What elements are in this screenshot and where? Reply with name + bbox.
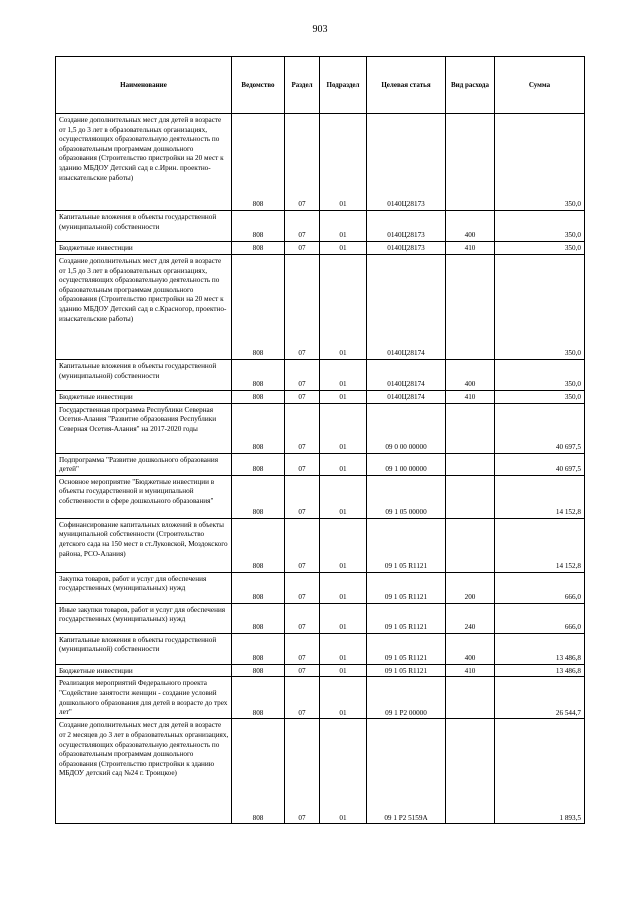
cell-expense-type (446, 114, 495, 211)
cell-name: Основное мероприятие "Бюджетные инвестиции в объекты государственной и муниципальной собственности в сфере дошкольного образования" (56, 475, 232, 518)
cell-expense-type: 410 (446, 664, 495, 677)
cell-name: Капитальные вложения в объекты государственной (муниципальной) собственности (56, 211, 232, 242)
cell-expense-type: 240 (446, 603, 495, 633)
cell-target: 0140Ц28174 (367, 391, 446, 404)
cell-subsection: 01 (320, 391, 367, 404)
cell-expense-type: 400 (446, 360, 495, 391)
cell-name: Бюджетные инвестиции (56, 391, 232, 404)
cell-amount: 350,0 (495, 360, 585, 391)
cell-section: 07 (285, 633, 320, 664)
cell-amount: 14 152,8 (495, 518, 585, 572)
cell-subsection: 01 (320, 603, 367, 633)
cell-department: 808 (232, 572, 285, 603)
cell-section: 07 (285, 391, 320, 404)
table-row (56, 518, 585, 572)
cell-name: Бюджетные инвестиции (56, 242, 232, 255)
cell-expense-type (446, 403, 495, 453)
column-header-section: Раздел (285, 57, 320, 114)
cell-amount: 666,0 (495, 603, 585, 633)
cell-subsection: 01 (320, 360, 367, 391)
cell-target: 09 0 00 00000 (367, 403, 446, 453)
cell-section: 07 (285, 453, 320, 475)
cell-subsection: 01 (320, 664, 367, 677)
cell-subsection: 01 (320, 677, 367, 719)
cell-target: 09 1 05 R1121 (367, 664, 446, 677)
cell-subsection: 01 (320, 572, 367, 603)
cell-expense-type (446, 518, 495, 572)
cell-target: 09 1 05 R1121 (367, 603, 446, 633)
cell-section: 07 (285, 518, 320, 572)
cell-expense-type: 410 (446, 391, 495, 404)
cell-section: 07 (285, 211, 320, 242)
cell-department: 808 (232, 403, 285, 453)
table-row (56, 211, 585, 242)
cell-amount: 350,0 (495, 391, 585, 404)
cell-section: 07 (285, 664, 320, 677)
cell-amount: 26 544,7 (495, 677, 585, 719)
column-header-target: Целевая статья (367, 57, 446, 114)
cell-section: 07 (285, 255, 320, 360)
cell-amount: 350,0 (495, 255, 585, 360)
cell-expense-type: 410 (446, 242, 495, 255)
cell-department: 808 (232, 211, 285, 242)
cell-target: 0140Ц28174 (367, 360, 446, 391)
cell-department: 808 (232, 391, 285, 404)
cell-department: 808 (232, 603, 285, 633)
column-header-expense-type: Вид расхода (446, 57, 495, 114)
table-row (56, 664, 585, 677)
cell-target: 09 1 00 00000 (367, 453, 446, 475)
cell-expense-type: 400 (446, 633, 495, 664)
table-row (56, 633, 585, 664)
cell-section: 07 (285, 475, 320, 518)
table-row (56, 677, 585, 719)
cell-subsection: 01 (320, 719, 367, 824)
cell-section: 07 (285, 572, 320, 603)
cell-amount: 350,0 (495, 211, 585, 242)
column-header-name: Наименование (56, 57, 232, 114)
cell-subsection: 01 (320, 453, 367, 475)
cell-section: 07 (285, 114, 320, 211)
cell-department: 808 (232, 475, 285, 518)
cell-target: 0140Ц28173 (367, 211, 446, 242)
cell-name: Капитальные вложения в объекты государственной (муниципальной) собственности (56, 360, 232, 391)
cell-subsection: 01 (320, 242, 367, 255)
cell-section: 07 (285, 360, 320, 391)
cell-target: 09 1 05 R1121 (367, 633, 446, 664)
cell-name: Капитальные вложения в объекты государственной (муниципальной) собственности (56, 633, 232, 664)
cell-expense-type (446, 475, 495, 518)
table-row (56, 719, 585, 824)
table-row (56, 255, 585, 360)
column-header-subsection: Подраздел (320, 57, 367, 114)
cell-department: 808 (232, 453, 285, 475)
cell-subsection: 01 (320, 403, 367, 453)
cell-department: 808 (232, 518, 285, 572)
table-row (56, 453, 585, 475)
cell-target: 09 1 05 R1121 (367, 572, 446, 603)
table-header (56, 57, 585, 114)
cell-expense-type (446, 719, 495, 824)
cell-expense-type (446, 255, 495, 360)
table-row (56, 360, 585, 391)
cell-department: 808 (232, 242, 285, 255)
cell-target: 0140Ц28173 (367, 114, 446, 211)
cell-amount: 40 697,5 (495, 453, 585, 475)
cell-target: 09 1 P2 00000 (367, 677, 446, 719)
cell-subsection: 01 (320, 518, 367, 572)
cell-section: 07 (285, 677, 320, 719)
cell-name: Подпрограмма "Развитие дошкольного образования детей" (56, 453, 232, 475)
cell-amount: 350,0 (495, 242, 585, 255)
cell-department: 808 (232, 719, 285, 824)
cell-amount: 1 893,5 (495, 719, 585, 824)
table-body (56, 114, 585, 824)
cell-department: 808 (232, 664, 285, 677)
cell-subsection: 01 (320, 114, 367, 211)
budget-table (55, 56, 585, 824)
table-row (56, 242, 585, 255)
cell-department: 808 (232, 255, 285, 360)
cell-amount: 350,0 (495, 114, 585, 211)
table-row (56, 572, 585, 603)
cell-amount: 14 152,8 (495, 475, 585, 518)
cell-subsection: 01 (320, 475, 367, 518)
cell-target: 0140Ц28173 (367, 242, 446, 255)
cell-name: Реализация мероприятий Федерального проекта "Содействие занятости женщин - создание условий дошкольного образования для детей в возрасте до трех лет" (56, 677, 232, 719)
cell-name: Закупка товаров, работ и услуг для обеспечения государственных (муниципальных) нужд (56, 572, 232, 603)
column-header-department: Ведомство (232, 57, 285, 114)
cell-target: 0140Ц28174 (367, 255, 446, 360)
cell-name: Бюджетные инвестиции (56, 664, 232, 677)
cell-department: 808 (232, 677, 285, 719)
cell-target: 09 1 05 R1121 (367, 518, 446, 572)
cell-expense-type: 400 (446, 211, 495, 242)
column-header-amount: Сумма (495, 57, 585, 114)
cell-amount: 13 486,8 (495, 633, 585, 664)
table-row (56, 603, 585, 633)
table-row (56, 391, 585, 404)
cell-name: Иные закупки товаров, работ и услуг для обеспечения государственных (муниципальных) нужд (56, 603, 232, 633)
cell-name: Создание дополнительных мест для детей в возрасте от 1,5 до 3 лет в образовательных организациях, осуществляющих образовательную деятельность по образовательным программам дошкольного образования (Строительство пристройки на 20 мест к зданию МБДОУ Детский сад в с.Ирин. проектно-изыскательские работы) (56, 114, 232, 211)
cell-name: Создание дополнительных мест для детей в возрасте от 1,5 до 3 лет в образовательных организациях, осуществляющих образовательную деятельность по образовательным программам дошкольного образования (Строительство пристройки на 20 мест к зданию МБДОУ Детский сад в с.Красногор, проектно-изыскательские работы) (56, 255, 232, 360)
cell-name: Софинансирование капитальных вложений в объекты муниципальной собственности (Строительство детского сада на 150 мест в ст.Луковской, Моздокского района, РСО-Алания) (56, 518, 232, 572)
cell-subsection: 01 (320, 255, 367, 360)
cell-section: 07 (285, 403, 320, 453)
cell-target: 09 1 05 00000 (367, 475, 446, 518)
cell-subsection: 01 (320, 211, 367, 242)
cell-amount: 13 486,8 (495, 664, 585, 677)
cell-department: 808 (232, 633, 285, 664)
cell-subsection: 01 (320, 633, 367, 664)
cell-expense-type (446, 453, 495, 475)
table-row (56, 403, 585, 453)
cell-expense-type (446, 677, 495, 719)
cell-name: Создание дополнительных мест для детей в возрасте от 2 месяцев до 3 лет в образовательных организациях, осуществляющих образовательную деятельность по образовательным программам дошкольного образования (Строительство пристройки к зданию МБДОУ детский сад №24 г. Троицкое) (56, 719, 232, 824)
cell-department: 808 (232, 360, 285, 391)
cell-section: 07 (285, 603, 320, 633)
table-row (56, 114, 585, 211)
cell-amount: 40 697,5 (495, 403, 585, 453)
cell-section: 07 (285, 242, 320, 255)
cell-expense-type: 200 (446, 572, 495, 603)
cell-section: 07 (285, 719, 320, 824)
cell-name: Государственная программа Республики Северная Осетия-Алания "Развитие образования Республики Северная Осетия-Алания" на 2017-2020 годы (56, 403, 232, 453)
cell-department: 808 (232, 114, 285, 211)
cell-amount: 666,0 (495, 572, 585, 603)
page-number: 903 (312, 24, 328, 35)
table-row (56, 475, 585, 518)
cell-target: 09 1 P2 5159A (367, 719, 446, 824)
